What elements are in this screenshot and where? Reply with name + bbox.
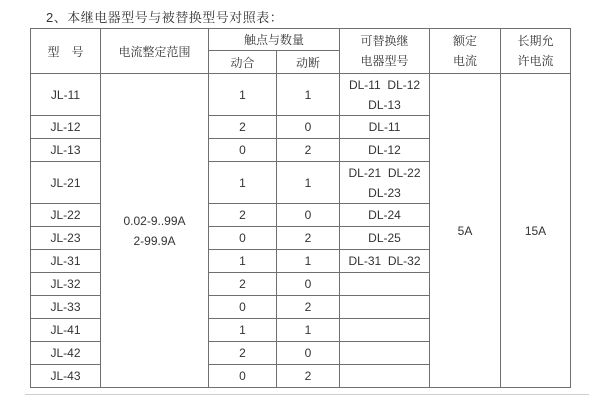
normally-open-cell: 0 bbox=[209, 227, 277, 250]
header-rated-line2: 电流 bbox=[453, 54, 478, 68]
normally-closed-cell: 0 bbox=[277, 342, 340, 365]
normally-open-cell: 0 bbox=[209, 296, 277, 319]
replaceable-cell bbox=[340, 273, 430, 296]
longterm-current-cell: 15A bbox=[501, 74, 571, 388]
replaceable-cell: DL-11 bbox=[340, 116, 430, 139]
normally-open-cell: 1 bbox=[209, 162, 277, 204]
page-bottom-divider bbox=[25, 394, 589, 395]
header-replaceable-line1: 可替换继 bbox=[360, 34, 409, 48]
current-range-line2: 2-99.9A bbox=[133, 233, 176, 248]
rated-current-cell: 5A bbox=[430, 74, 501, 388]
model-cell: JL-11 bbox=[31, 74, 101, 116]
normally-closed-cell: 2 bbox=[277, 365, 340, 388]
normally-open-cell: 2 bbox=[209, 204, 277, 227]
replaceable-cell: DL-24 bbox=[340, 204, 430, 227]
normally-closed-cell: 1 bbox=[277, 162, 340, 204]
normally-open-cell: 1 bbox=[209, 74, 277, 116]
header-replaceable-model bbox=[340, 29, 430, 74]
normally-open-cell: 2 bbox=[209, 342, 277, 365]
replaceable-cell: DL-31 DL-32 bbox=[340, 250, 430, 273]
header-normally-closed: 动断 bbox=[277, 51, 340, 74]
replaceable-cell bbox=[340, 365, 430, 388]
current-range-cell bbox=[101, 74, 209, 388]
replaceable-cell: DL-25 bbox=[340, 227, 430, 250]
normally-closed-cell: 1 bbox=[277, 319, 340, 342]
normally-open-cell: 1 bbox=[209, 250, 277, 273]
model-cell: JL-33 bbox=[31, 296, 101, 319]
normally-closed-cell: 2 bbox=[277, 296, 340, 319]
model-cell: JL-42 bbox=[31, 342, 101, 365]
header-current-range: 电流整定范围 bbox=[101, 29, 209, 74]
normally-closed-cell: 1 bbox=[277, 74, 340, 116]
header-longterm-current bbox=[501, 29, 571, 74]
replaceable-cell: DL-21 DL-22 DL-23 bbox=[340, 162, 430, 204]
header-longterm-line2: 许电流 bbox=[517, 54, 554, 68]
model-cell: JL-43 bbox=[31, 365, 101, 388]
normally-closed-cell: 0 bbox=[277, 204, 340, 227]
normally-open-cell: 0 bbox=[209, 365, 277, 388]
page-title: 2、本继电器型号与被替换型号对照表： bbox=[46, 10, 284, 25]
normally-closed-cell: 1 bbox=[277, 250, 340, 273]
model-cell: JL-21 bbox=[31, 162, 101, 204]
header-rated-current bbox=[430, 29, 501, 74]
model-cell: JL-12 bbox=[31, 116, 101, 139]
model-cell: JL-41 bbox=[31, 319, 101, 342]
replaceable-cell bbox=[340, 342, 430, 365]
normally-open-cell: 0 bbox=[209, 139, 277, 162]
model-cell: JL-23 bbox=[31, 227, 101, 250]
header-row-1 bbox=[31, 29, 571, 51]
replaceable-cell: DL-12 bbox=[340, 139, 430, 162]
model-cell: JL-22 bbox=[31, 204, 101, 227]
normally-open-cell: 2 bbox=[209, 273, 277, 296]
header-rated-line1: 额定 bbox=[453, 34, 478, 48]
current-range-line1: 0.02-9..99A bbox=[123, 213, 186, 228]
model-cell: JL-32 bbox=[31, 273, 101, 296]
model-cell: JL-31 bbox=[31, 250, 101, 273]
header-contacts-quantity: 触点与数量 bbox=[209, 29, 340, 51]
normally-closed-cell: 0 bbox=[277, 116, 340, 139]
table-row-jl11 bbox=[31, 74, 571, 116]
normally-closed-cell: 2 bbox=[277, 227, 340, 250]
replaceable-cell: DL-11 DL-12 DL-13 bbox=[340, 74, 430, 116]
normally-closed-cell: 2 bbox=[277, 139, 340, 162]
model-cell: JL-13 bbox=[31, 139, 101, 162]
normally-open-cell: 2 bbox=[209, 116, 277, 139]
normally-open-cell: 1 bbox=[209, 319, 277, 342]
header-replaceable-line2: 电器型号 bbox=[360, 54, 409, 68]
replaceable-cell bbox=[340, 319, 430, 342]
replaceable-cell bbox=[340, 296, 430, 319]
relay-comparison-table bbox=[30, 28, 571, 388]
header-longterm-line1: 长期允 bbox=[517, 34, 554, 48]
header-model: 型 号 bbox=[31, 29, 101, 74]
normally-closed-cell: 0 bbox=[277, 273, 340, 296]
header-normally-open: 动合 bbox=[209, 51, 277, 74]
